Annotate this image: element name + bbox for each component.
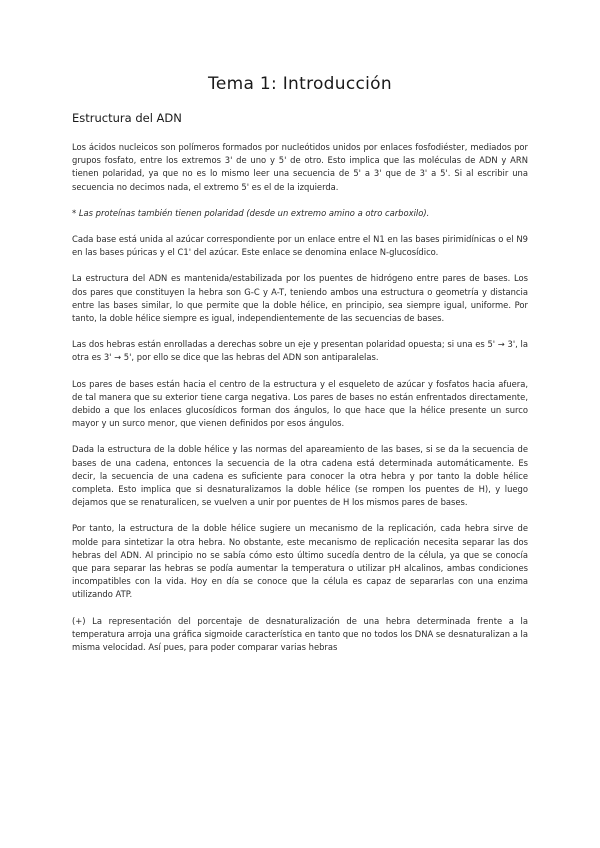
paragraph: La estructura del ADN es mantenida/estabilizada por los puentes de hidrógeno entre pares de bases. Los dos pares que constituyen la hebra son G-C y A-T, teniendo ambos una estructura o geometría y distancia entre las bases similar, lo que permite que la doble hélice, en principio, sea siempre igual, uniforme. Por tanto, la doble hélice siempre es igual, independientemente de las secuencias de bases.	[72, 273, 528, 324]
paragraph: Los ácidos nucleicos son polímeros formados por nucleótidos unidos por enlaces fosfodiéster, mediados por grupos fosfato, entre los extremos 3' de uno y 5' de otro. Esto implica que las moléculas de ADN y ARN tienen polaridad, ya que no es lo mismo leer una secuencia de 5' a 3' que de 3' a 5'. Si al escribir una secuencia no decimos nada, el extremo 5' es el de la izquierda.	[72, 142, 528, 192]
paragraph: (+) La representación del porcentaje de desnaturalización de una hebra determinada frente a la temperatura arroja una gráfica sigmoide característica en tanto que no todos los DNA se desnaturalizan a la misma velocidad. Así pues, para poder comparar varias hebras	[72, 615, 528, 653]
paragraph: Dada la estructura de la doble hélice y las normas del apareamiento de las bases, si se da la secuencia de bases de una cadena, entonces la secuencia de la otra cadena está determinada automáticamente. Es decir, la secuencia de una cadena es suficiente para conocer la otra hebra y por tanto la doble hélice completa. Esto implica que si desnaturalizamos la doble hélice (se rompen los puentes de H), y luego dejamos que se renaturalicen, se vuelven a unir por puentes de H los mismos pares de bases.	[72, 444, 528, 508]
paragraph: Los pares de bases están hacia el centro de la estructura y el esqueleto de azúcar y fosfatos hacia afuera, de tal manera que su exterior tiene carga negativa. Los pares de bases no están enfrentados directamente, debido a que los enlaces glucosídicos forman dos ángulos, lo que hace que la hélice presente un surco mayor y un surco menor, que vienen definidos por esos ángulos.	[72, 378, 528, 429]
page-title: Tema 1: Introducción	[208, 74, 392, 94]
note-paragraph: * Las proteínas también tienen polaridad (desde un extremo amino a otro carboxilo).	[72, 207, 430, 218]
paragraph: Por tanto, la estructura de la doble hélice sugiere un mecanismo de la replicación, cada hebra sirve de molde para sintetizar la otra hebra. No obstante, este mecanismo de replicación necesita separar las dos hebras del ADN. Al principio no se sabía cómo esto último sucedía dentro de la célula, ya que se conocía que para separar las hebras se podía aumentar la temperatura o utilizar pH alcalinos, ambas condiciones incompatibles con la vida. Hoy en día se conoce que la célula es capaz de separarlas con una enzima utilizando ATP.	[72, 523, 528, 600]
paragraph: Las dos hebras están enrolladas a derechas sobre un eje y presentan polaridad opuesta; si una es 5' → 3', la otra es 3' → 5', por ello se dice que las hebras del ADN son antiparalelas.	[72, 339, 528, 363]
paragraph: Cada base está unida al azúcar correspondiente por un enlace entre el N1 en las bases pirimidínicas o el N9 en las bases púricas y el C1' del azúcar. Este enlace se denomina enlace N-glucosídico.	[72, 234, 528, 258]
body-text	[72, 141, 528, 667]
section-heading: Estructura del ADN	[72, 111, 182, 125]
